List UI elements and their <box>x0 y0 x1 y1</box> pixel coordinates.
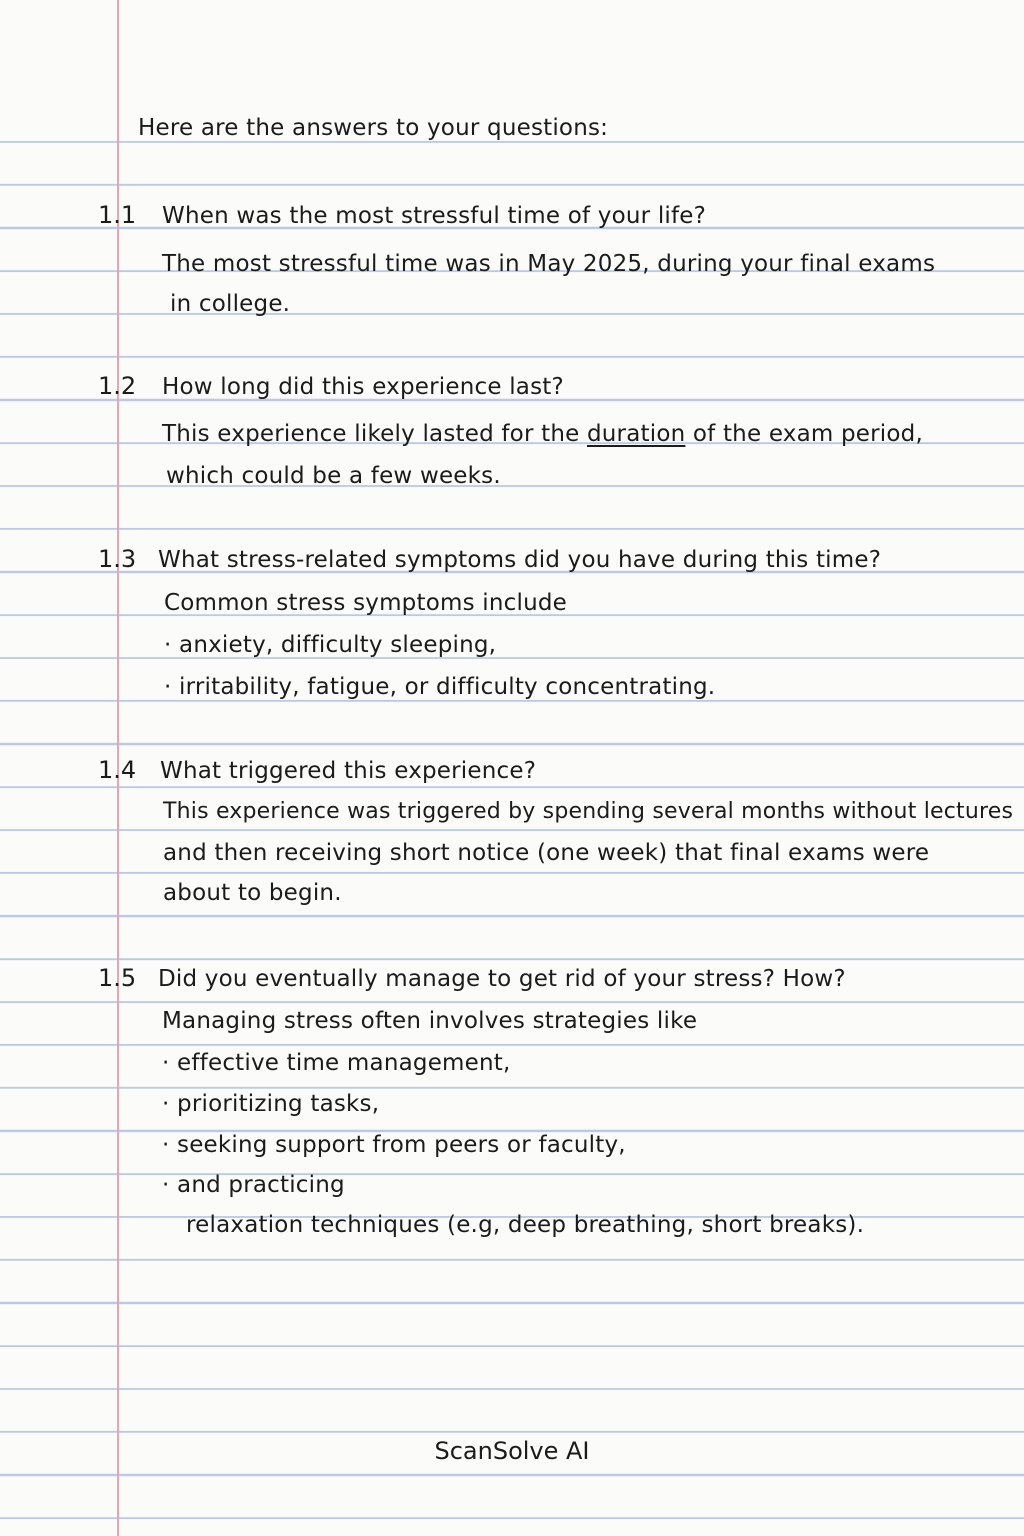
bullet-item: · and practicing <box>162 1172 345 1198</box>
item-number: 1.5 <box>98 964 137 992</box>
answer-line: The most stressful time was in May 2025, during your final exams <box>162 251 936 277</box>
bullet-item: · irritability, fatigue, or difficulty concentrating. <box>164 674 716 700</box>
answer-line: in college. <box>170 291 291 317</box>
question-text: When was the most stressful time of your life? <box>162 203 707 229</box>
item-number: 1.2 <box>98 372 137 400</box>
item-number: 1.3 <box>98 545 137 573</box>
item-number: 1.1 <box>98 201 137 229</box>
bullet-item: · effective time management, <box>162 1050 511 1076</box>
answer-line: and then receiving short notice (one week) that final exams were <box>163 840 930 866</box>
bullet-item: · anxiety, difficulty sleeping, <box>164 632 497 658</box>
item-number: 1.4 <box>98 756 137 784</box>
answer-text-pre: This experience likely lasted for the <box>162 421 587 447</box>
bullet-item: · seeking support from peers or faculty, <box>162 1132 626 1158</box>
answer-line: This experience was triggered by spending several months without lectures <box>163 799 1014 824</box>
answer-line: Common stress symptoms include <box>164 590 567 616</box>
question-text: What triggered this experience? <box>160 758 537 784</box>
bullet-item: · prioritizing tasks, <box>162 1091 380 1117</box>
question-text: Did you eventually manage to get rid of your stress? How? <box>158 966 846 992</box>
paper-header-area <box>0 0 1024 96</box>
answer-line: about to begin. <box>163 880 342 906</box>
answer-text-post: of the exam period, <box>685 421 923 447</box>
intro-text: Here are the answers to your questions: <box>138 115 609 141</box>
answer-line <box>162 419 923 449</box>
answer-line: which could be a few weeks. <box>166 463 501 489</box>
answer-line: Managing stress often involves strategies like <box>162 1008 698 1034</box>
question-text: What stress-related symptoms did you have during this time? <box>158 547 882 573</box>
footer-brand: ScanSolve AI <box>434 1437 590 1465</box>
underlined-word: duration <box>586 421 686 447</box>
answer-line: relaxation techniques (e.g, deep breathing, short breaks). <box>186 1212 865 1238</box>
question-text: How long did this experience last? <box>162 374 564 400</box>
